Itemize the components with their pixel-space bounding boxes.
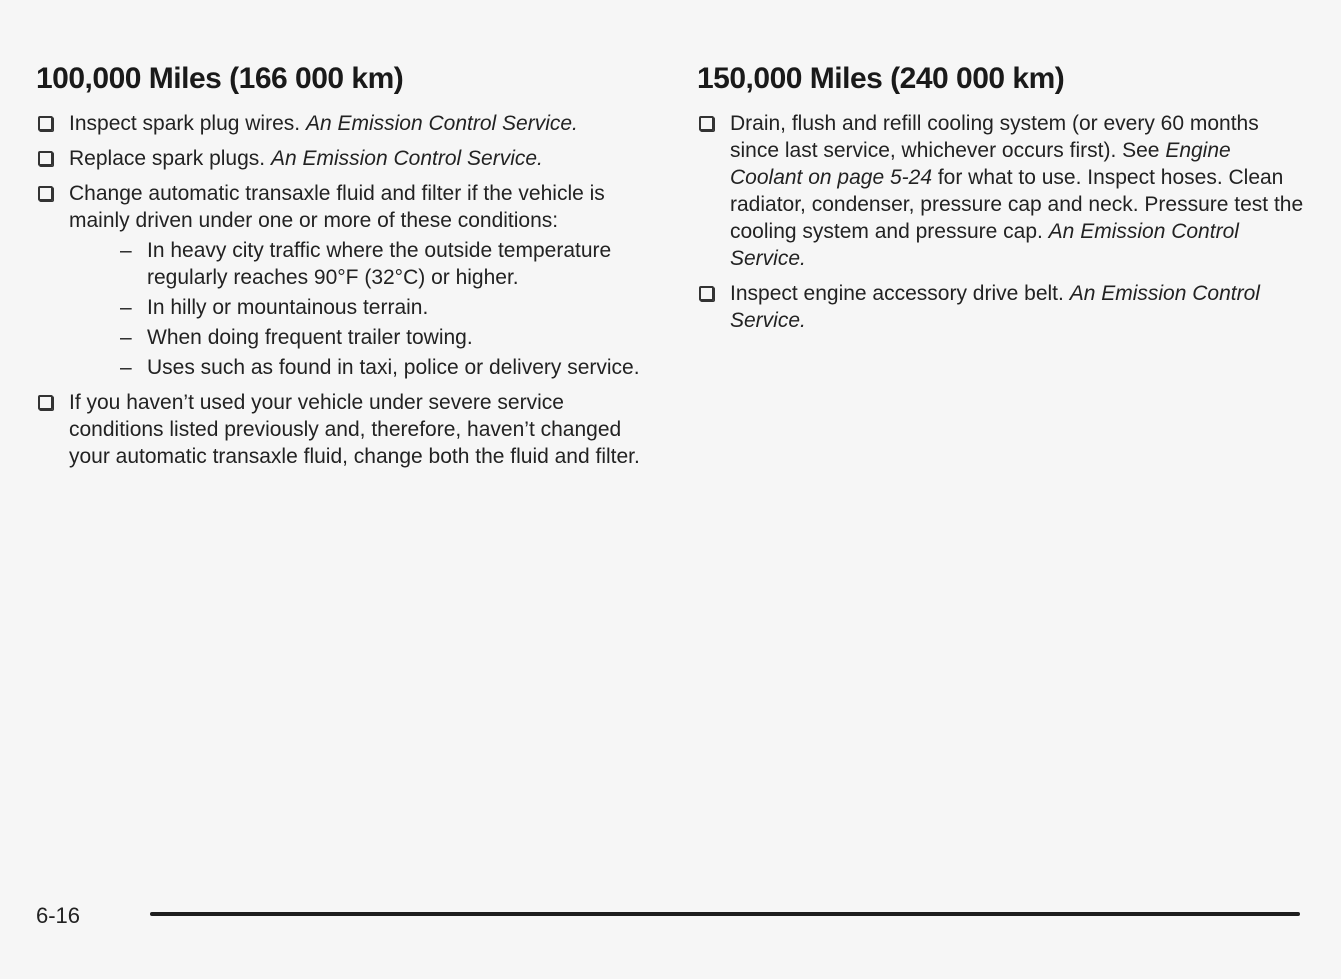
checkbox-icon <box>699 116 714 131</box>
checkbox-icon <box>38 186 53 201</box>
left-column <box>36 62 656 478</box>
list-item: If you haven’t used your vehicle under severe service conditions listed previously and, therefore, haven’t changed your automatic transaxle fluid, change both the fluid and filter. <box>36 389 656 470</box>
checkbox-icon <box>699 286 714 301</box>
sublist-item: – In hilly or mountainous terrain. <box>120 296 429 319</box>
list-item: Inspect engine accessory drive belt. An Emission Control Service. <box>697 280 1307 334</box>
conditions-sublist <box>69 237 656 381</box>
checkbox-icon <box>38 395 53 410</box>
section-heading-150000: 150,000 Miles (240 000 km) <box>697 62 1065 95</box>
section-heading-100000: 100,000 Miles (166 000 km) <box>36 62 404 95</box>
sublist-item: – Uses such as found in taxi, police or delivery service. <box>120 356 640 379</box>
footer-rule <box>150 912 1300 916</box>
list-item: Inspect spark plug wires. An Emission Control Service. <box>36 110 656 137</box>
dash-icon: – <box>120 239 132 262</box>
checkbox-icon <box>38 151 53 166</box>
dash-icon: – <box>120 326 132 349</box>
dash-icon: – <box>120 296 132 319</box>
list-item: Change automatic transaxle fluid and filter if the vehicle is mainly driven under one or more of these conditions: – In heavy city traffic where the outside temperature regularly reaches 90°F (32°C) or higher. – In hilly or mountainous terrain. – When doing frequent trailer towing. – Uses such as found in taxi, police or delivery service. <box>36 180 656 381</box>
checklist-150000 <box>697 110 1307 334</box>
sublist-item: – In heavy city traffic where the outside temperature regularly reaches 90°F (32°C) or higher. <box>120 239 612 289</box>
checklist-100000 <box>36 110 656 470</box>
page-number: 6-16 <box>36 903 81 928</box>
right-column <box>697 62 1307 342</box>
list-item: Drain, flush and refill cooling system (or every 60 months since last service, whichever occurs first). See Engine Coolant on page 5-24 for what to use. Inspect hoses. Clean radiator, condenser, pressure cap and neck. Pressure test the cooling system and pressure cap. An Emission Control Service. <box>697 110 1307 272</box>
checkbox-icon <box>38 116 53 131</box>
dash-icon: – <box>120 356 132 379</box>
list-item: Replace spark plugs. An Emission Control Service. <box>36 145 656 172</box>
sublist-item: – When doing frequent trailer towing. <box>120 326 473 349</box>
